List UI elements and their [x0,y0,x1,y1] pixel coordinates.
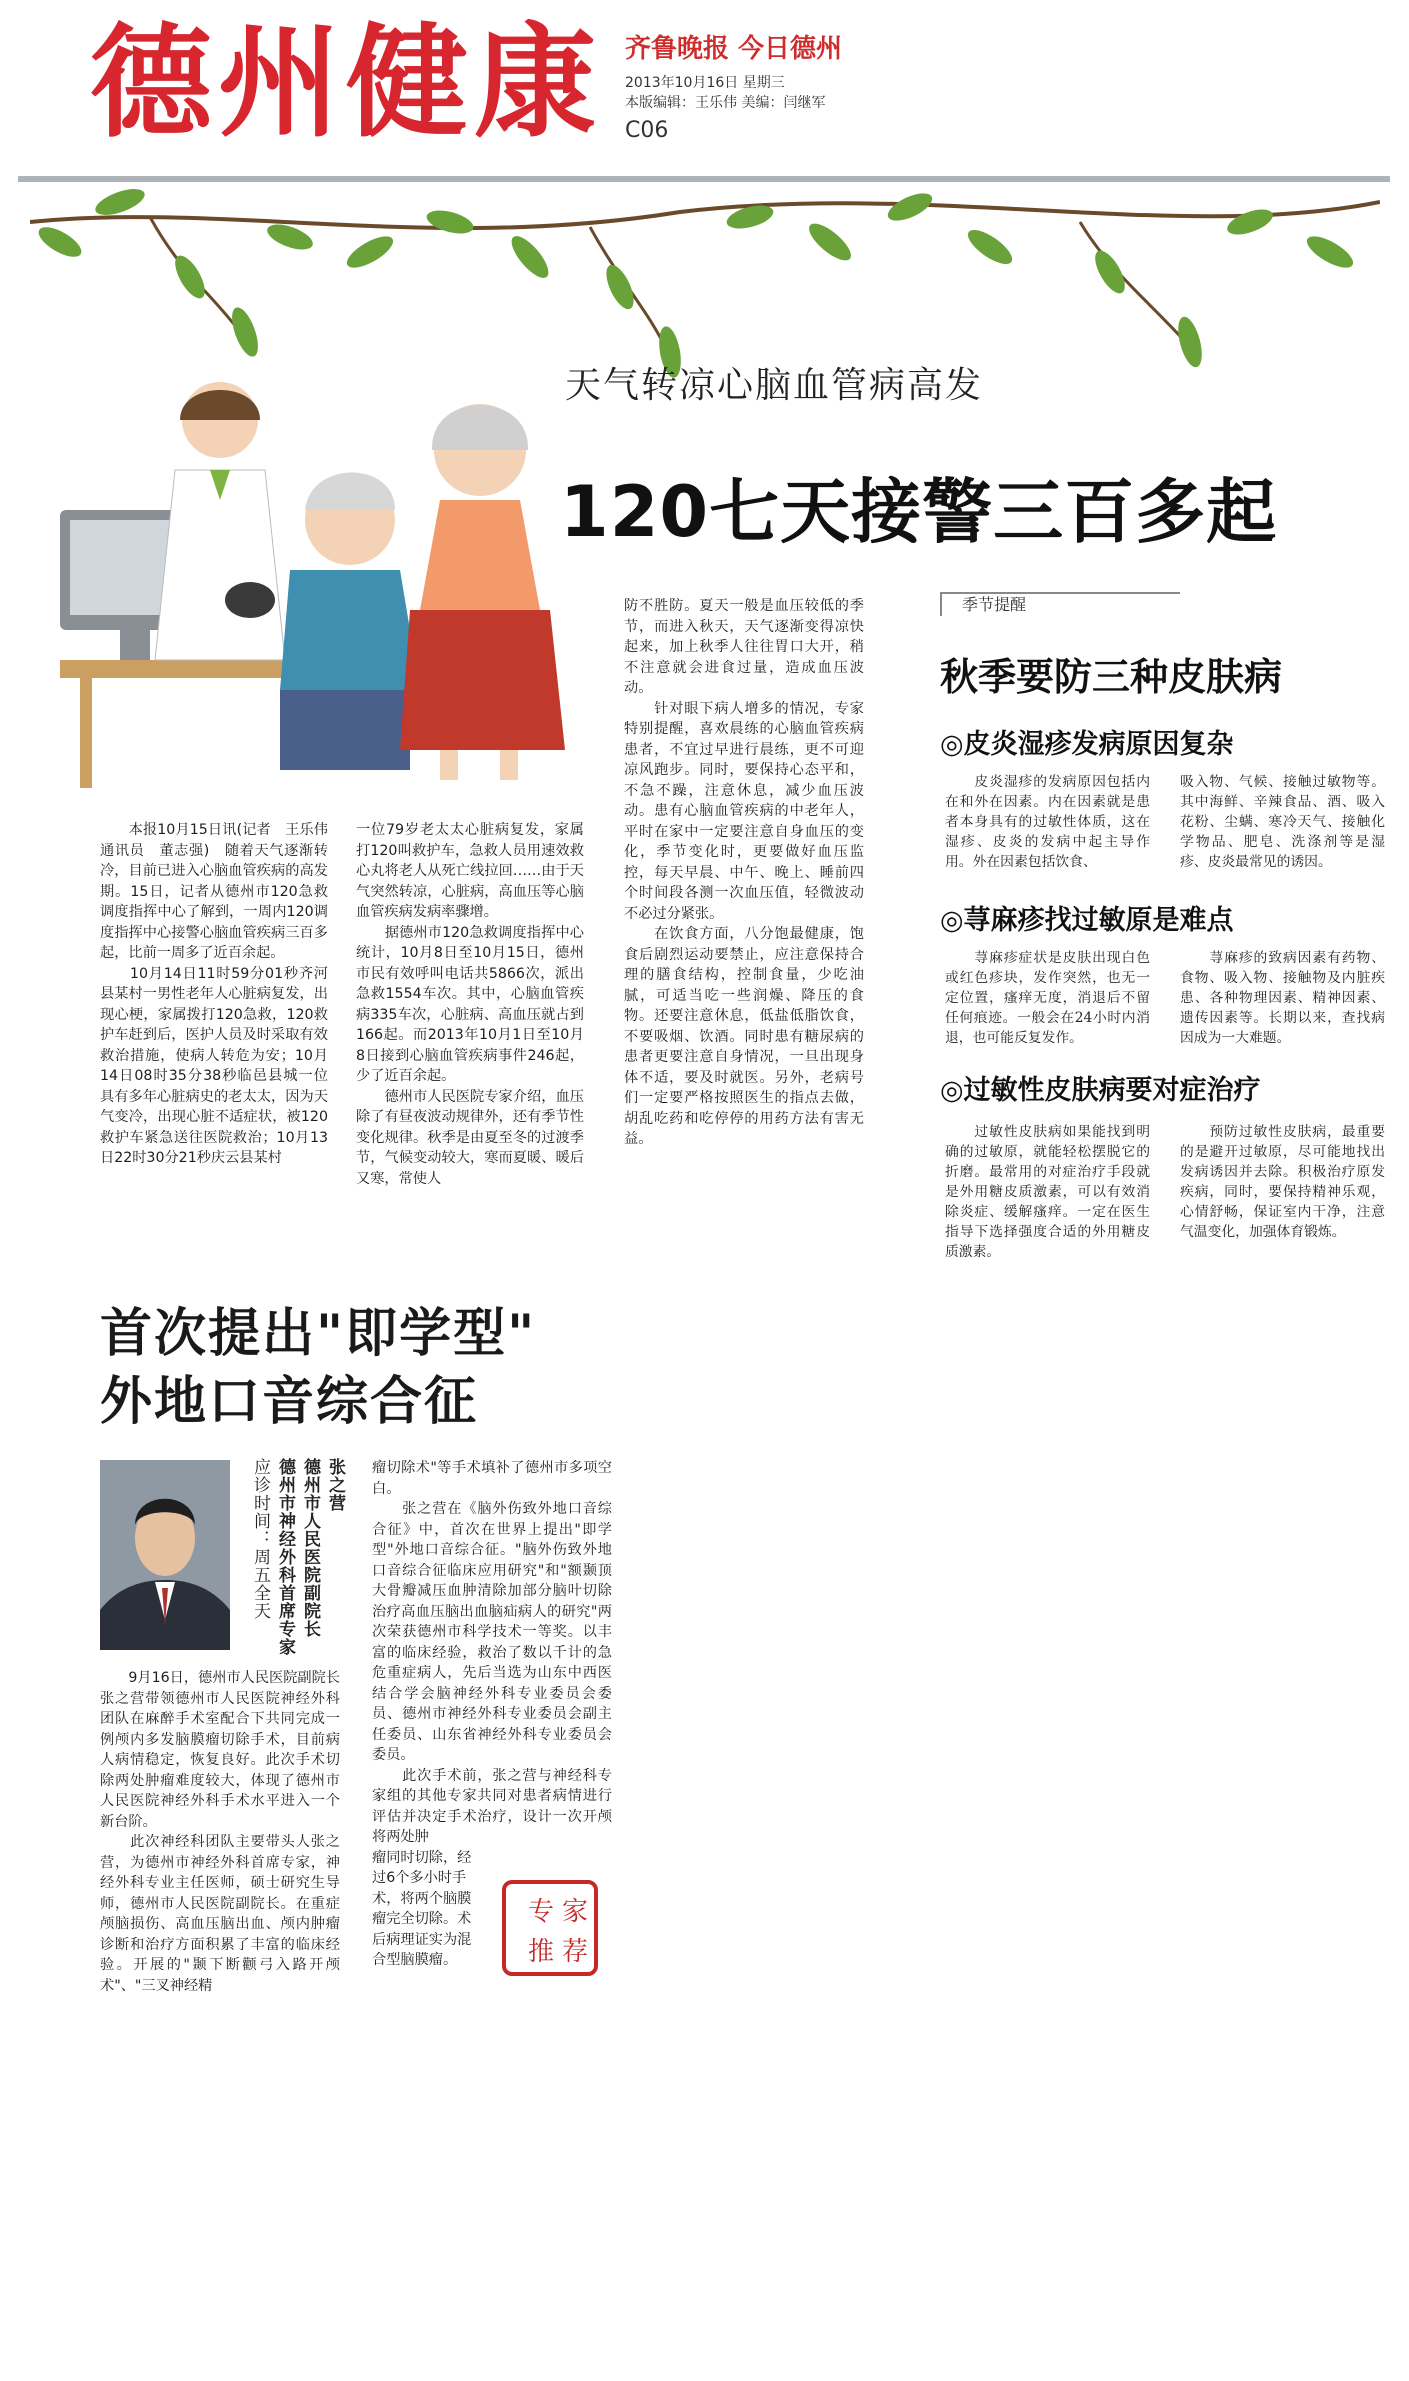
sidebar-title: 秋季要防三种皮肤病 [940,655,1283,699]
sidebar-tag: 季节提醒 [940,592,1180,616]
svg-text:专: 专 [528,1897,555,1927]
feature-subhead: 天气转凉心脑血管病高发 [565,365,984,406]
portrait-photo-icon [100,1460,230,1650]
profile-vertical-line-4: 应诊时间：周五全天 [250,1458,270,1620]
feature-column-3: 防不胜防。夏天一般是血压较低的季节，而进入秋天，天气逐渐变得凉快起来，加上秋季人往往胃口大开，稍不注意就会进食过量，造成血压波动。 针对眼下病人增多的情况，专家特别提醒，喜欢晨练的心脑血管疾病患者，不宜过早进行晨练，更不可迎凉风跑步。同时，要保持心态平和，不急不躁，注意休息，减少血压波动。患有心脑血管疾病的中老年人，平时在家中一定要注意自身血压的变化，季节变化时，更要做好血压监控，每天早晨、中午、晚上、睡前四个时间段各测一次血压值，轻微波动不必过分紧张。 在饮食方面，八分饱最健康，饱食后剧烈运动要禁止，应注意保持合理的膳食结构，控制食量，少吃油腻，可适当吃一些润燥、降压的食物。还要注意休息，低盐低脂饮食，不要吸烟、饮酒。同时患有糖尿病的患者更要注意自身情况，一旦出现身体不适，要及时就医。另外，老病号们一定要严格按照医生的指点去做，胡乱吃药和吃停停的用药方法有害无益。 [624,598,864,1147]
svg-text:荐: 荐 [562,1937,589,1967]
sidebar-text-urticaria-left: 荨麻疹症状是皮肤出现白色或红色疹块，发作突然，也无一定位置，瘙痒无度，消退后不留任何痕迹。一般会在24小时内消退，也可能反复发作。 [945,950,1150,1046]
sidebar-text-eczema-right: 吸入物、气候、接触过敏物等。其中海鲜、辛辣食品、酒、吸入花粉、尘螨、寒冷天气、接触化学物品、肥皂、洗涤剂等是湿疹、皮炎最常见的诱因。 [1180,774,1385,870]
sidebar-heading-allergy: ◎过敏性皮肤病要对症治疗 [940,1075,1261,1106]
profile-column-1: 9月16日，德州市人民医院副院长张之营带领德州市人民医院神经外科团队在麻醉手术室配合下共同完成一例颅内多发脑膜瘤切除手术，目前病人病情稳定，恢复良好。此次手术切除两处肿瘤难度较大，体现了德州市人民医院神经外科手术水平进入一个新台阶。 此次神经科团队主要带头人张之营，为德州市神经外科首席专家，神经外科专业主任医师，硕士研究生导师，德州市人民医院副院长。在重症颅脑损伤、高血压脑出血、颅内肿瘤诊断和治疗方面积累了丰富的临床经验。开展的"颞下断颧弓入路开颅术"、"三叉神经精 [100,1670,340,1994]
sidebar-text-allergy-left: 过敏性皮肤病如果能找到明确的过敏原，就能轻松摆脱它的折磨。最常用的对症治疗手段就是外用糖皮质激素，可以有效消除炎症、缓解瘙痒。一定在医生指导下选择强度合适的外用糖皮质激素。 [945,1124,1150,1260]
profile-vertical-line-3: 德州市神经外科首席专家 [275,1458,295,1656]
profile-headline [100,1300,536,1436]
svg-text:家: 家 [562,1897,589,1927]
doctor-elderly-illustration-icon [60,360,580,790]
masthead-title: 德州健康 [90,12,602,154]
svg-text:推: 推 [528,1937,555,1967]
profile-vertical-line-2: 德州市人民医院副院长 [300,1458,320,1638]
profile-vertical-line-1: 张之营 [325,1458,345,1512]
sidebar-text-eczema-left: 皮炎湿疹的发病原因包括内在和外在因素。内在因素就是患者本身具有的过敏性体质，这在湿疹、皮炎的发病中起主导作用。外在因素包括饮食、 [945,774,1150,870]
expert-recommend-stamp-icon [500,1878,600,1978]
feature-column-1: 本报10月15日讯(记者 王乐伟 通讯员 董志强) 随着天气逐渐转冷，目前已进入心脑血管疾病的高发期。15日，记者从德州市120急救调度指挥中心了解到，一周内120调度指挥中心接警心脑血管疾病三百多起，比前一周多了近百余起。 10月14日11时59分01秒齐河县某村一男性老年人心脏病复发，出现心梗，家属拨打120急救，120救护车赶到后，医护人员及时采取有效救治措施，使病人转危为安；10月14日08时35分38秒临邑县城一位具有多年心脏病史的老太太，因为天气变冷，出现心脏不适症状，被120救护车紧急送往医院救治；10月13日22时30分21秒庆云县某村 [100,822,328,1166]
date-line: 2013年10月16日 星期三 [625,75,785,91]
editors-line: 本版编辑：王乐伟 美编：闫继军 [625,95,826,111]
newspaper-brand: 齐鲁晚报 今日德州 [625,34,843,64]
profile-column-2: 瘤切除术"等手术填补了德州市多项空白。 张之营在《脑外伤致外地口音综合征》中，首次在世界上提出"即学型"外地口音综合征。"脑外伤致外地口音综合征临床应用研究"和"额颞顶大骨瓣减压血肿清除加部分脑叶切除治疗高血压脑出血脑疝病人的研究"两次荣获德州市科学技术一等奖。以丰富的临床经验，救治了数以千计的急危重症病人，先后当选为山东中西医结合学会脑神经外科专业委员会委员、德州市神经外科专业委员会副主任委员、山东省神经外科专业委员会委员。 此次手术前，张之营与神经科专家组的其他专家共同对患者病情进行评估并决定手术治疗，设计一次开颅将两处肿 瘤同时切除，经 过6个多小时手 术，将两个脑膜 瘤完全切除。术 后病理证实为混 合型脑膜瘤。 [372,1460,612,1968]
feature-column-2: 一位79岁老太太心脏病复发，家属打120叫救护车，急救人员用速效救心丸将老人从死亡线拉回……由于天气突然转凉，心脏病，高血压等心脑血管疾病发病率骤增。 据德州市120急救调度指挥中心统计，10月8日至10月15日，德州市民有效呼叫电话共5866次，派出急救1554车次。其中，心脑血管疾病335车次，心脏病、高血压就占到166起。而2013年10月1日至10月8日接到心脑血管疾病事件246起，少了近百余起。 德州市人民医院专家介绍，血压除了有昼夜波动规律外，还有季节性变化规律。秋季是由夏至冬的过渡季节，气候变动较大，寒而夏暖、暖后又寒，常使人 [356,822,584,1187]
sidebar-heading-urticaria: ◎荨麻疹找过敏原是难点 [940,905,1234,936]
profile-headline-line1: 首次提出"即学型" [100,1304,537,1364]
sidebar-text-allergy-right: 预防过敏性皮肤病，最重要的是避开过敏原，尽可能地找出发病诱因并去除。积极治疗原发疾病，同时，要保持精神乐观，心情舒畅，保证室内干净，注意气温变化，加强体育锻炼。 [1180,1124,1385,1240]
sidebar-text-urticaria-right: 荨麻疹的致病因素有药物、食物、吸入物、接触物及内脏疾患、各种物理因素、精神因素、遗传因素等。长期以来，查找病因成为一大难题。 [1180,950,1385,1046]
leaves-decoration-icon [30,182,1380,382]
profile-headline-line2: 外地口音综合征 [100,1372,479,1432]
page-code: C06 [625,118,669,143]
feature-headline: 120七天接警三百多起 [560,471,1278,553]
sidebar-heading-eczema: ◎皮炎湿疹发病原因复杂 [940,729,1234,760]
